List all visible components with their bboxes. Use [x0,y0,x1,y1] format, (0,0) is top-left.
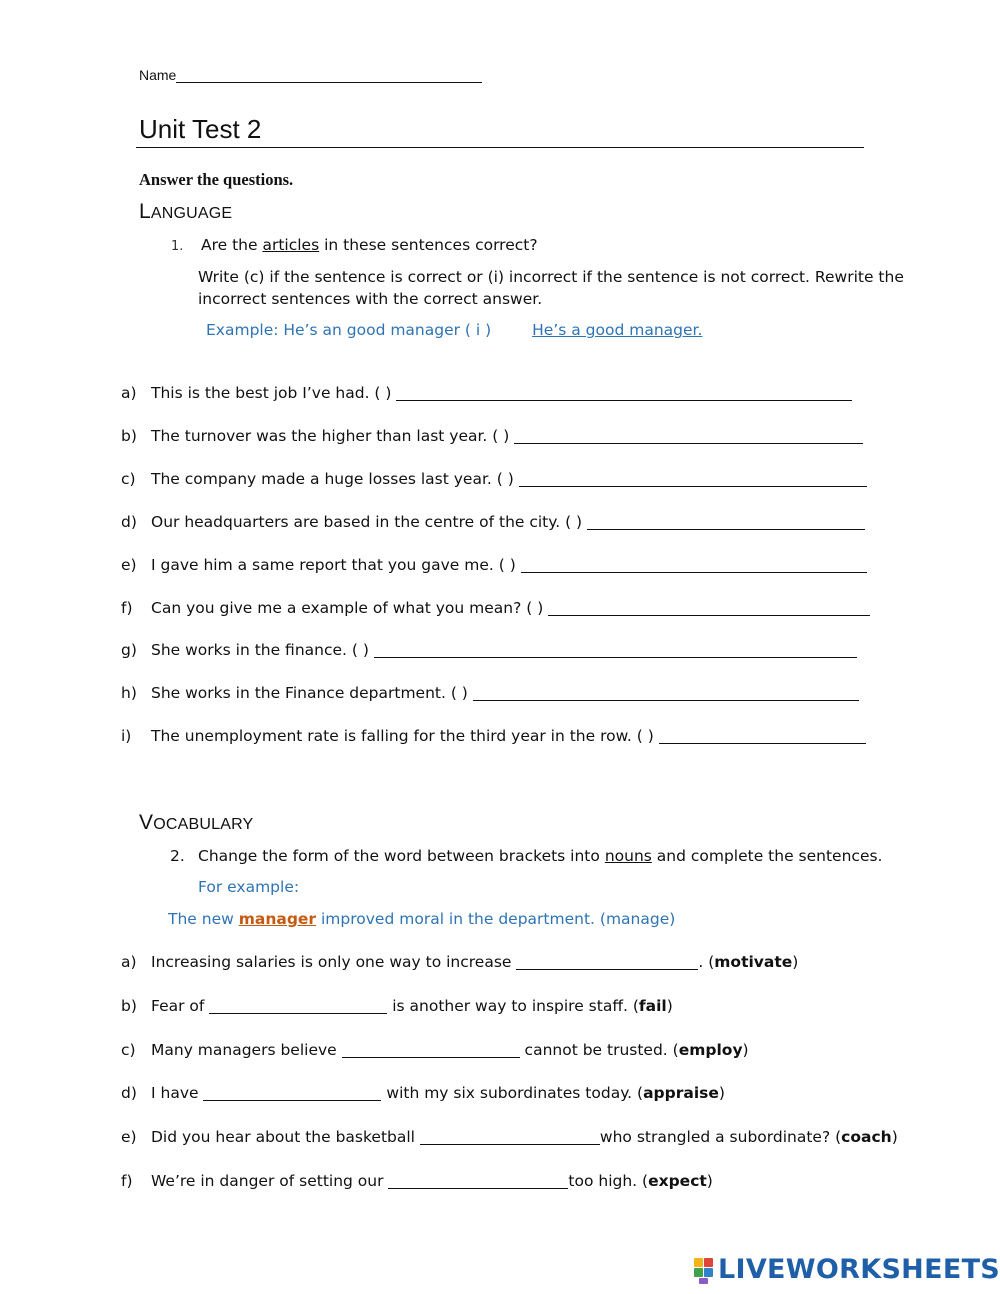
example-word: manager [238,910,317,928]
item-letter: f) [121,599,133,617]
item-letter: b) [121,997,137,1015]
title-rule [136,147,864,148]
list-item: Did you hear about the basketball who strangled a subordinate? (coach) [151,1128,898,1146]
item-letter: b) [121,427,137,445]
logo-square-icon [704,1258,713,1267]
answer-blank[interactable] [396,385,852,402]
page-title: Unit Test 2 [139,114,262,144]
logo-square-icon [704,1268,713,1277]
answer-blank[interactable] [519,471,867,488]
liveworksheets-logo [693,1254,1000,1286]
answer-blank[interactable] [587,514,865,531]
list-item: The unemployment rate is falling for the third year in the row. ( ) [151,727,866,745]
item-letter: d) [121,513,137,531]
answer-blank[interactable] [548,600,870,617]
name-field [139,67,482,83]
item-letter: a) [121,953,137,971]
answer-blank[interactable] [388,1173,568,1190]
question-number: 1. [171,239,184,254]
list-item: She works in the finance. ( ) [151,641,857,659]
item-letter: a) [121,384,137,402]
answer-blank[interactable] [342,1042,520,1059]
question-number: 2. [170,847,185,865]
answer-blank[interactable] [420,1129,600,1146]
directions-line-2: incorrect sentences with the correct answer. [198,290,543,308]
section-heading-vocabulary: VOCABULARY [139,811,254,834]
item-letter: e) [121,556,137,574]
list-item: She works in the Finance department. ( ) [151,684,859,702]
list-item: Can you give me a example of what you mean? ( ) [151,599,870,617]
instruction: Answer the questions. [139,170,294,189]
list-item: Our headquarters are based in the centre of the city. ( ) [151,513,865,531]
item-letter: c) [121,470,136,488]
list-item: The company made a huge losses last year. ( ) [151,470,867,488]
list-item: We’re in danger of setting our too high. (expect) [151,1172,713,1190]
item-letter: f) [121,1172,133,1190]
list-item: Increasing salaries is only one way to increase . (motivate) [151,953,799,971]
name-blank[interactable] [176,68,482,83]
answer-blank[interactable] [203,1085,381,1102]
list-item: Many managers believe cannot be trusted. (employ) [151,1041,749,1059]
vocabulary-example-label: For example: [198,878,300,896]
answer-blank[interactable] [521,557,867,574]
logo-square-icon [699,1278,708,1284]
item-letter: g) [121,641,137,659]
answer-blank[interactable] [659,728,866,745]
item-letter: i) [121,727,132,745]
answer-blank[interactable] [374,642,857,659]
item-letter: h) [121,684,137,702]
item-letter: d) [121,1084,137,1102]
logo-square-icon [694,1268,703,1277]
item-letter: e) [121,1128,137,1146]
question-1: 1. Are the articles in these sentences correct? [171,236,538,254]
question-2: 2. Change the form of the word between brackets into nouns and complete the sentences. [170,847,883,865]
answer-blank[interactable] [516,954,698,971]
language-example: Example: He’s an good manager ( i ) He’s a good manager. [206,321,703,339]
answer-blank[interactable] [209,998,387,1015]
answer-blank[interactable] [514,428,863,445]
answer-blank[interactable] [473,685,859,702]
item-letter: c) [121,1041,136,1059]
logo-text: LIVEWORKSHEETS [718,1254,1000,1285]
example-answer: He’s a good manager. [532,321,703,339]
logo-square-icon [694,1258,703,1267]
vocabulary-example: The new manager improved moral in the department. (manage) [168,910,676,928]
directions-line-1: Write (c) if the sentence is correct or (i) incorrect if the sentence is not correct. Rewrite the [198,268,904,286]
list-item: I gave him a same report that you gave me. ( ) [151,556,867,574]
list-item: This is the best job I’ve had. ( ) [151,384,852,402]
list-item: The turnover was the higher than last year. ( ) [151,427,863,445]
list-item: Fear of is another way to inspire staff. (fail) [151,997,673,1015]
name-label: Name [139,67,177,83]
section-heading-language: LANGUAGE [139,200,233,223]
list-item: I have with my six subordinates today. (appraise) [151,1084,725,1102]
